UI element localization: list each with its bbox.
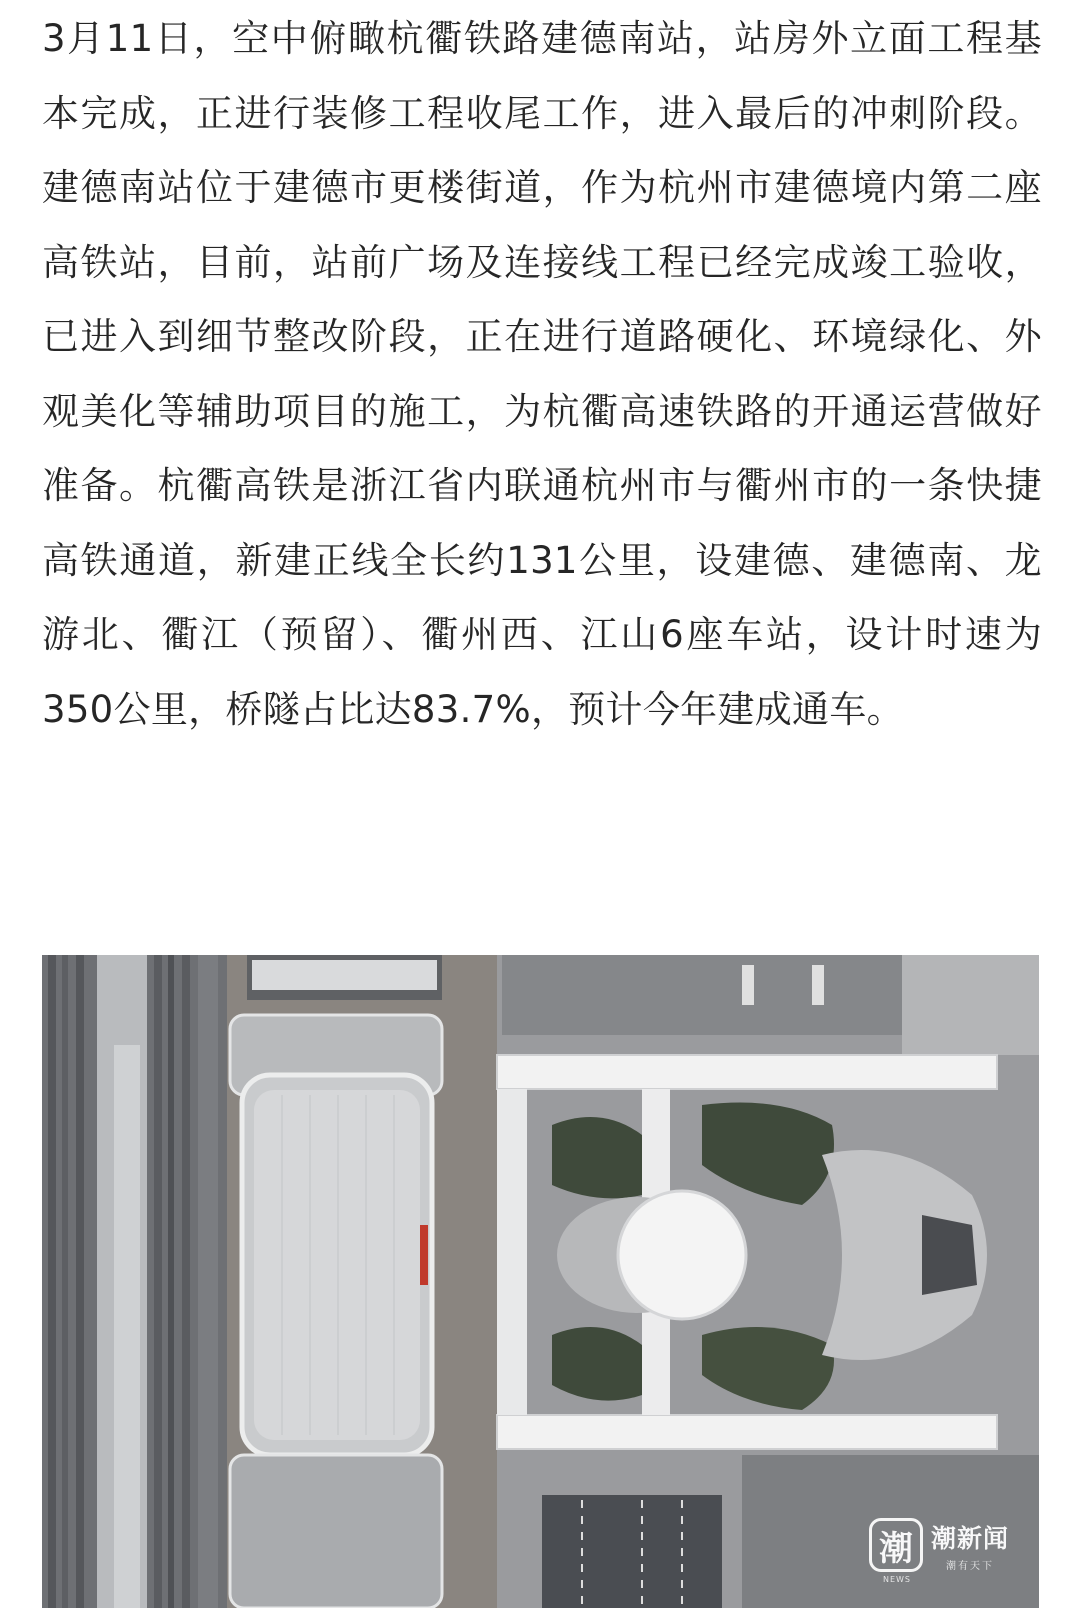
watermark-news-tag: NEWS (882, 1575, 912, 1584)
news-watermark (869, 1518, 1009, 1584)
watermark-slogan: 潮有天下 (945, 1560, 994, 1572)
news-logo-icon (869, 1518, 923, 1572)
article-body-text: 3月11日，空中俯瞰杭衢铁路建德南站，站房外立面工程基本完成，正进行装修工程收尾工作，进入最后的冲刺阶段。 建德南站位于建德市更楼街道，作为杭州市建德境内第二座高铁站，目前，站前广场及连接线工程已经完成竣工验收，已进入到细节整改阶段，正在进行道路硬化、环境绿化、外观美化等辅助项目的施工，为杭衢高速铁路的开通运营做好准备。杭衢高铁是浙江省内联通杭州市与衢州市的一条快捷高铁通道，新建正线全长约131公里，设建德、建德南、龙游北、衢江（预留）、衢州西、江山6座车站，设计时速为350公里，桥隧占比达83.7%，预计今年建成通车。 (42, 17, 1042, 731)
aerial-station-photo (42, 955, 1039, 1608)
watermark-brand: 潮新闻 (930, 1523, 1009, 1553)
aerial-photo-illustration (42, 955, 1039, 1608)
watermark-text-group (931, 1519, 1009, 1572)
news-logo-char: 潮 (878, 1528, 913, 1569)
